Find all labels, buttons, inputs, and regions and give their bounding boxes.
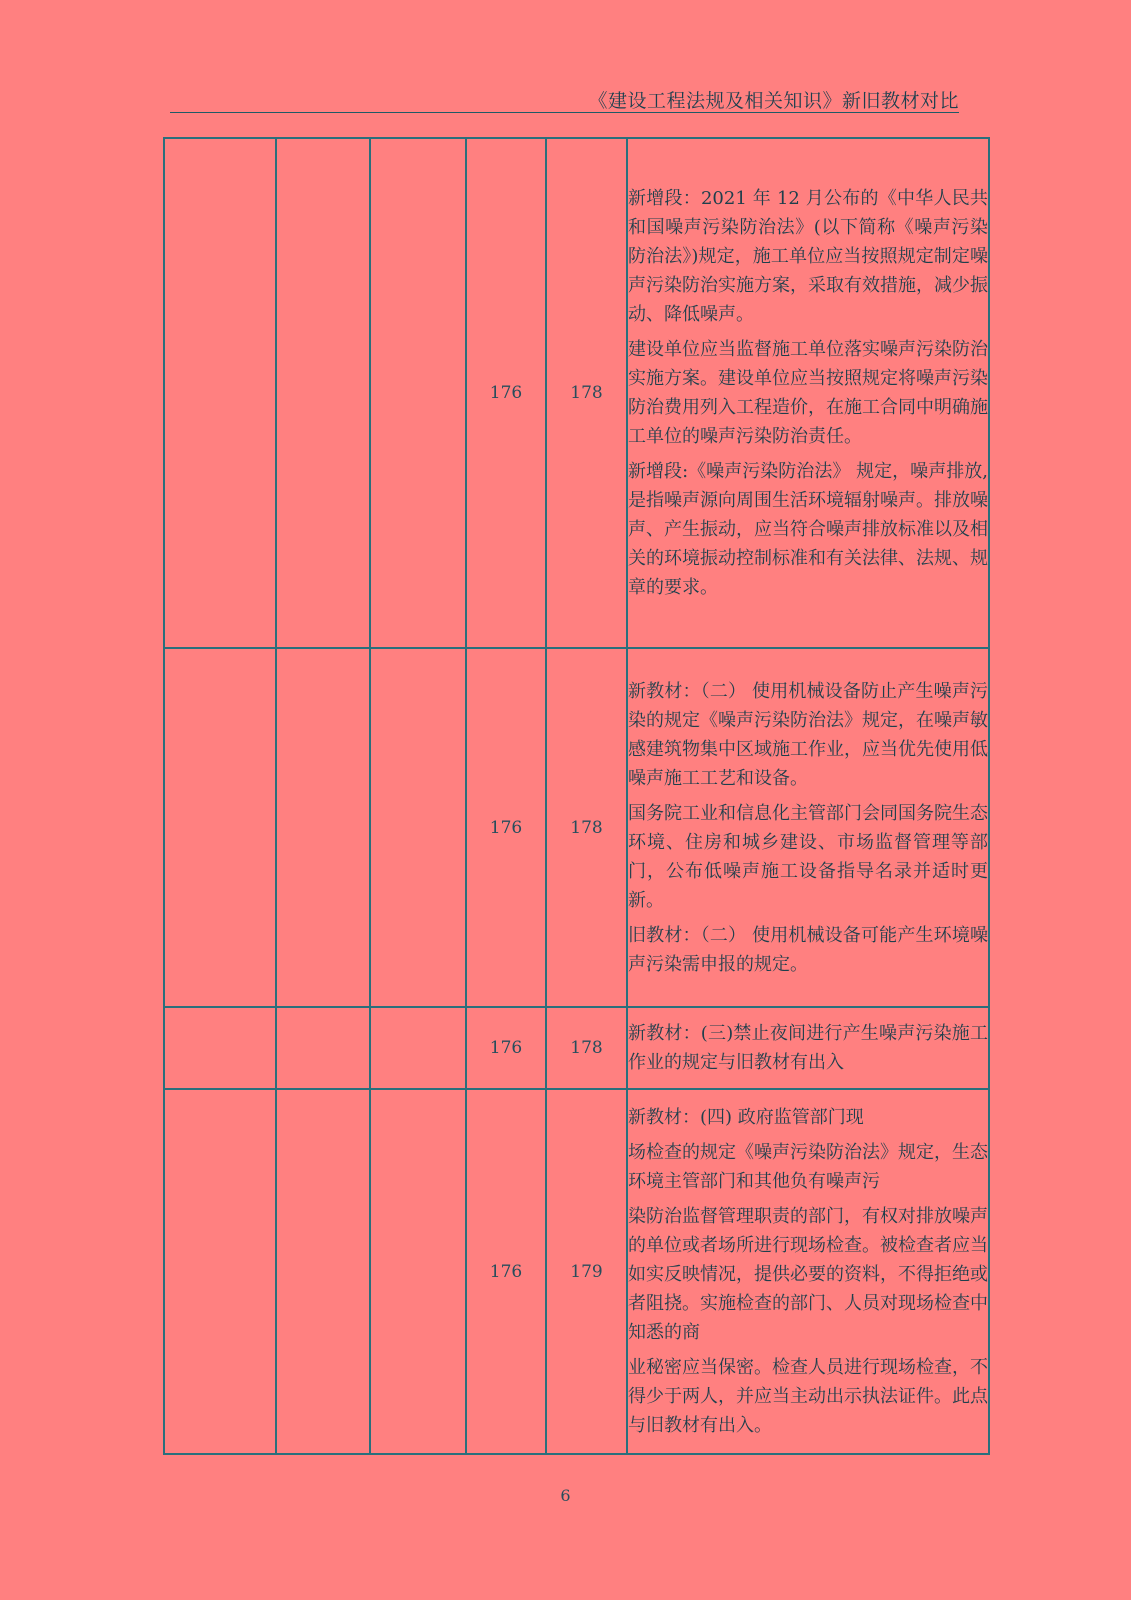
new-textbook-page: 176 [466,648,546,1007]
empty-cell [276,1089,370,1454]
new-textbook-page: 176 [466,138,546,648]
change-description [627,138,989,648]
empty-cell [164,648,276,1007]
empty-cell [164,1089,276,1454]
new-textbook-page: 176 [466,1089,546,1454]
empty-cell [370,1089,466,1454]
empty-cell [370,138,466,648]
empty-cell [164,138,276,648]
change-description [627,1007,989,1089]
empty-cell [276,648,370,1007]
table-row [164,138,989,648]
comparison-table [163,137,990,1455]
empty-cell [276,1007,370,1089]
table-row [164,648,989,1007]
old-textbook-page: 178 [546,1007,627,1089]
description-paragraph: 业秘密应当保密。检查人员进行现场检查，不得少于两人，并应当主动出示执法证件。此点与旧教材有出入。 [628,1357,988,1436]
old-textbook-page: 178 [546,648,627,1007]
description-paragraph: 国务院工业和信息化主管部门会同国务院生态环境、住房和城乡建设、市场监督管理等部门，公布低噪声施工设备指导名录并适时更新。 [628,802,988,911]
change-description [627,1089,989,1454]
description-paragraph: 新增段：2021 年 12 月公布的《中华人民共和国噪声污染防治法》(以下简称《噪声污染防治法》)规定，施工单位应当按照规定制定噪声污染防治实施方案，采取有效措施，减少振动、降低噪声。 [628,188,988,325]
description-paragraph: 新教材：(三)禁止夜间进行产生噪声污染施工作业的规定与旧教材有出入 [628,1023,988,1073]
header-divider [170,112,959,113]
description-paragraph: 新教材：（二） 使用机械设备防止产生噪声污染的规定《噪声污染防治法》规定，在噪声敏感建筑物集中区域施工作业，应当优先使用低噪声施工工艺和设备。 [628,680,988,789]
empty-cell [370,648,466,1007]
new-textbook-page: 176 [466,1007,546,1089]
page-number: 6 [560,1486,571,1505]
empty-cell [276,138,370,648]
change-description [627,648,989,1007]
description-paragraph: 建设单位应当监督施工单位落实噪声污染防治实施方案。建设单位应当按照规定将噪声污染防治费用列入工程造价，在施工合同中明确施工单位的噪声污染防治责任。 [628,339,988,447]
empty-cell [164,1007,276,1089]
old-textbook-page: 178 [546,138,627,648]
description-paragraph: 旧教材：（二） 使用机械设备可能产生环境噪声污染需申报的规定。 [628,924,988,975]
header-title: 《建设工程法规及相关知识》新旧教材对比 [588,90,959,112]
description-paragraph: 染防治监督管理职责的部门，有权对排放噪声的单位或者场所进行现场检查。被检查者应当如实反映情况，提供必要的资料，不得拒绝或者阻挠。实施检查的部门、人员对现场检查中知悉的商 [628,1206,988,1343]
description-paragraph: 场检查的规定《噪声污染防治法》规定，生态环境主管部门和其他负有噪声污 [628,1142,988,1192]
table-row [164,1089,989,1454]
description-paragraph: 新增段:《噪声污染防治法》 规定，噪声排放,是指噪声源向周围生活环境辐射噪声。排放噪声、产生振动，应当符合噪声排放标准以及相关的环境振动控制标准和有关法律、法规、规章的要求。 [628,461,988,598]
empty-cell [370,1007,466,1089]
old-textbook-page: 179 [546,1089,627,1454]
description-paragraph: 新教材：(四) 政府监管部门现 [628,1107,864,1128]
table-row [164,1007,989,1089]
